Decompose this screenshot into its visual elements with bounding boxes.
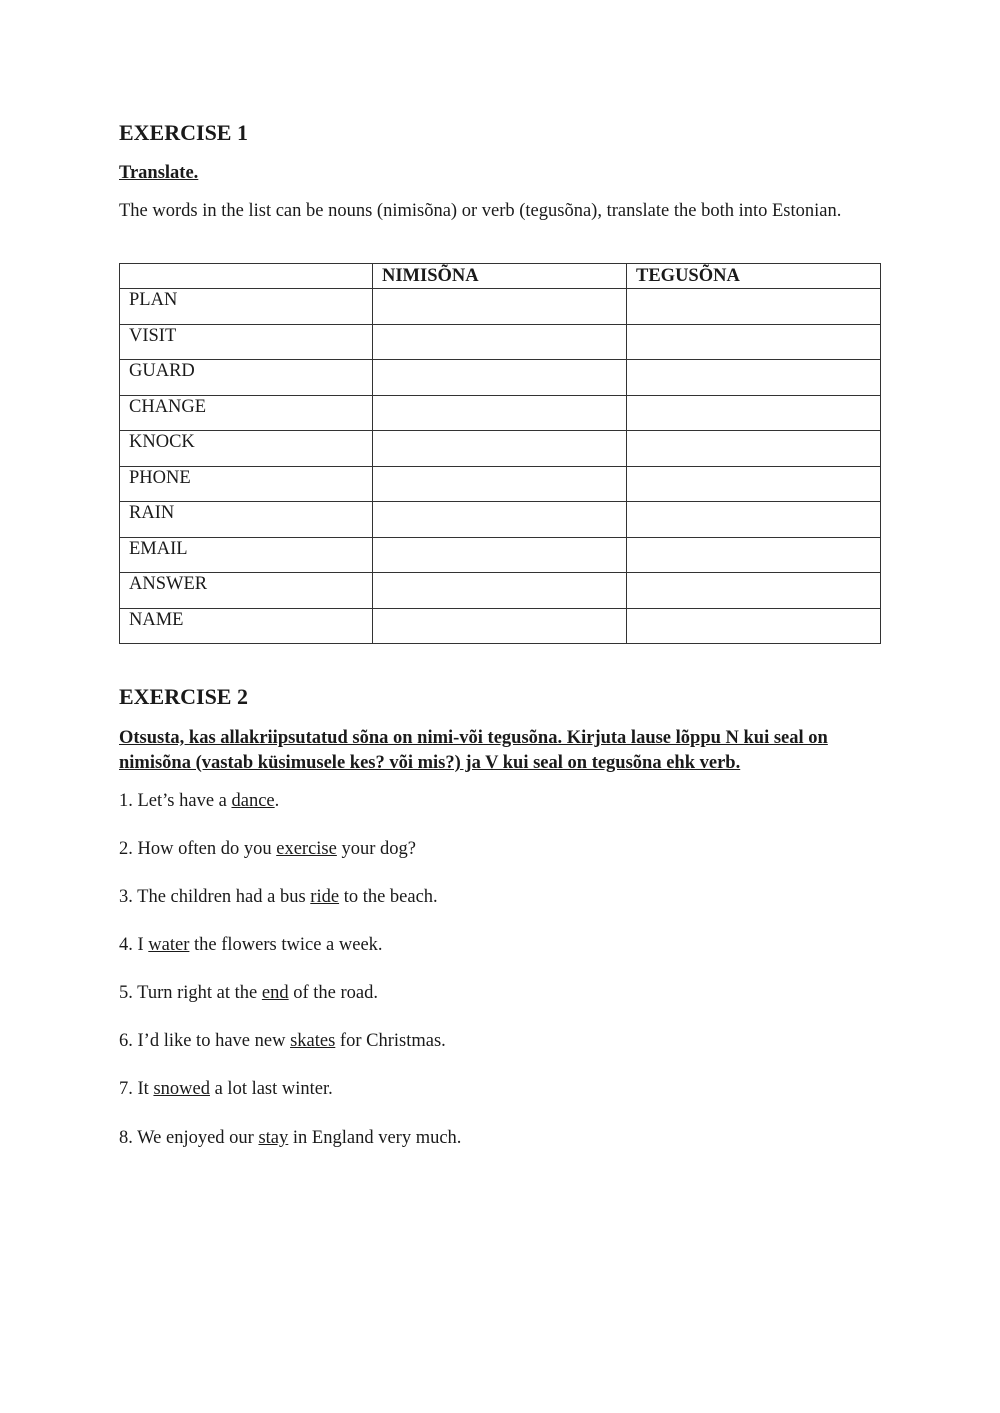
table-header-row <box>120 264 881 289</box>
sentence-before: 8. We enjoyed our <box>119 1128 259 1148</box>
underlined-word: ride <box>310 887 340 907</box>
sentence-before: 5. Turn right at the <box>119 983 262 1003</box>
verb-answer-cell[interactable] <box>627 608 881 644</box>
exercise-2-title: EXERCISE 2 <box>119 684 248 709</box>
verb-answer-cell[interactable] <box>627 395 881 431</box>
sentence-after: in England very much. <box>288 1128 462 1148</box>
table-row <box>120 573 881 609</box>
underlined-word: exercise <box>276 839 337 859</box>
translation-table <box>119 263 881 644</box>
header-word <box>120 264 373 289</box>
verb-answer-cell[interactable] <box>627 289 881 325</box>
sentence-before: 4. I <box>119 935 149 955</box>
sentence-item <box>119 1029 446 1053</box>
underlined-word: skates <box>290 1031 336 1051</box>
sentence-before: 7. It <box>119 1079 154 1099</box>
sentence-after: for Christmas. <box>335 1031 446 1051</box>
word-cell: VISIT <box>120 324 373 360</box>
word-cell: EMAIL <box>120 537 373 573</box>
table-row <box>120 289 881 325</box>
table-row <box>120 324 881 360</box>
sentence-item <box>119 933 383 957</box>
word-cell: RAIN <box>120 502 373 538</box>
table-row <box>120 431 881 467</box>
table-row <box>120 360 881 396</box>
noun-answer-cell[interactable] <box>373 395 627 431</box>
sentence-item <box>119 1077 333 1101</box>
exercise-2-instructions-text: Otsusta, kas allakriipsutatud sõna on nimi-või tegusõna. Kirjuta lause lõppu N kui seal on nimisõna (vastab küsimusele kes? või mis?) ja V kui seal on tegusõna ehk verb. <box>119 728 828 773</box>
sentence-item <box>119 837 416 861</box>
word-cell: NAME <box>120 608 373 644</box>
noun-answer-cell[interactable] <box>373 573 627 609</box>
word-cell: PLAN <box>120 289 373 325</box>
exercise-1-subheading: Translate. <box>119 163 199 183</box>
sentence-item <box>119 789 279 813</box>
verb-answer-cell[interactable] <box>627 537 881 573</box>
verb-answer-cell[interactable] <box>627 360 881 396</box>
verb-answer-cell[interactable] <box>627 324 881 360</box>
noun-answer-cell[interactable] <box>373 324 627 360</box>
exercise-1-title: EXERCISE 1 <box>119 120 248 145</box>
table-row <box>120 608 881 644</box>
sentence-after: . <box>274 791 280 811</box>
sentence-before: 2. How often do you <box>119 839 277 859</box>
exercise-2-instructions <box>119 726 880 776</box>
noun-answer-cell[interactable] <box>373 360 627 396</box>
verb-answer-cell[interactable] <box>627 573 881 609</box>
noun-answer-cell[interactable] <box>373 431 627 467</box>
verb-answer-cell[interactable] <box>627 431 881 467</box>
sentence-item <box>119 981 378 1005</box>
sentence-item <box>119 1126 461 1150</box>
noun-answer-cell[interactable] <box>373 608 627 644</box>
word-cell: GUARD <box>120 360 373 396</box>
verb-answer-cell[interactable] <box>627 466 881 502</box>
word-cell: PHONE <box>120 466 373 502</box>
word-cell: KNOCK <box>120 431 373 467</box>
sentence-after: a lot last winter. <box>209 1079 333 1099</box>
table-row <box>120 537 881 573</box>
underlined-word: dance <box>231 791 275 811</box>
noun-answer-cell[interactable] <box>373 466 627 502</box>
word-cell: ANSWER <box>120 573 373 609</box>
table-row <box>120 395 881 431</box>
word-cell: CHANGE <box>120 395 373 431</box>
underlined-word: water <box>148 935 190 955</box>
table-row <box>120 466 881 502</box>
sentence-after: your dog? <box>336 839 416 859</box>
sentence-before: 1. Let’s have a <box>119 791 232 811</box>
underlined-word: end <box>261 983 289 1003</box>
header-nimisona: NIMISÕNA <box>373 264 627 289</box>
sentence-item <box>119 885 438 909</box>
underlined-word: snowed <box>153 1079 210 1099</box>
noun-answer-cell[interactable] <box>373 537 627 573</box>
header-tegusona: TEGUSÕNA <box>627 264 881 289</box>
sentence-after: of the road. <box>288 983 378 1003</box>
noun-answer-cell[interactable] <box>373 502 627 538</box>
sentence-before: 6. I’d like to have new <box>119 1031 291 1051</box>
sentence-before: 3. The children had a bus <box>119 887 311 907</box>
table-row <box>120 502 881 538</box>
exercise-1-instructions: The words in the list can be nouns (nimisõna) or verb (tegusõna), translate the both into Estonian. <box>119 201 842 221</box>
noun-answer-cell[interactable] <box>373 289 627 325</box>
sentence-after: to the beach. <box>339 887 438 907</box>
verb-answer-cell[interactable] <box>627 502 881 538</box>
underlined-word: stay <box>258 1128 289 1148</box>
sentence-after: the flowers twice a week. <box>189 935 383 955</box>
